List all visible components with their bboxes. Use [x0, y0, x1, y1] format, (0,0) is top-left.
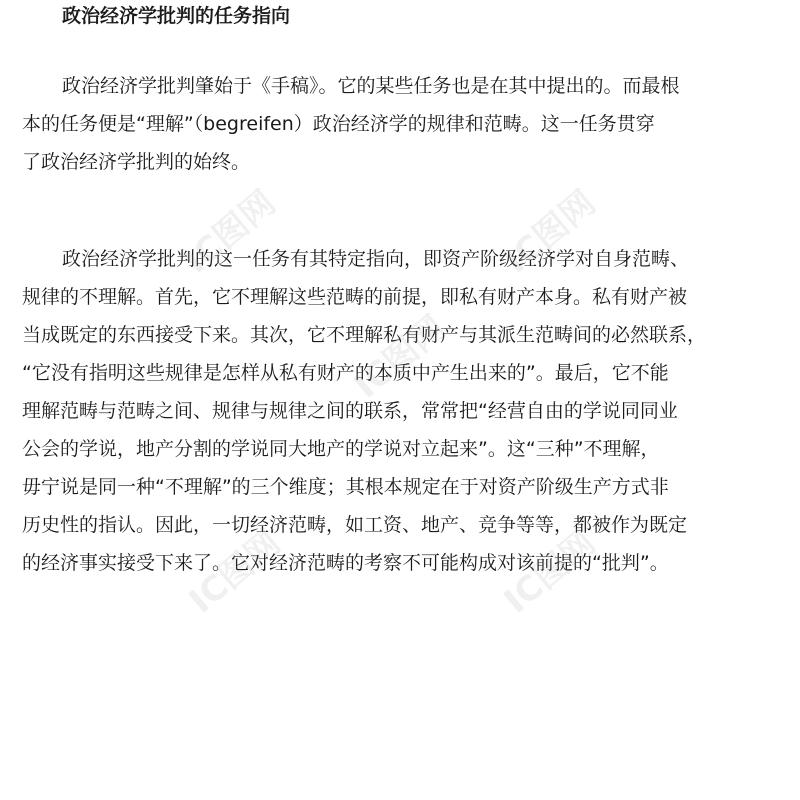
- watermark: IC图网: [496, 182, 604, 282]
- paragraph-line: 当成既定的东西接受下来。其次，它不理解私有财产与其派生范畴间的必然联系，: [22, 324, 707, 346]
- paragraph-line: 的经济事实接受下来了。它对经济范畴的考察不可能构成对该前提的“批判”。: [22, 552, 669, 574]
- paragraph-1: [22, 67, 778, 181]
- watermark: IC图网: [181, 522, 289, 622]
- paragraph-line: 理解范畴与范畴之间、规律与规律之间的联系，常常把“经营自由的学说同同业: [22, 400, 678, 422]
- paragraph-line: 本的任务便是“理解”（begreifen）政治经济学的规律和范畴。这一任务贯穿: [22, 113, 655, 135]
- paragraph-line: 规律的不理解。首先，它不理解这些范畴的前提，即私有财产本身。私有财产被: [22, 286, 688, 308]
- paragraph-line: 公会的学说，地产分割的学说同大地产的学说对立起来”。这“三种”不理解，: [22, 438, 660, 460]
- paragraph-line: 毋宁说是同一种“不理解”的三个维度；其根本规定在于对资产阶级生产方式非: [22, 476, 669, 498]
- paragraph-line: “它没有指明这些规律是怎样从私有财产的本质中产生出来的”。最后，它不能: [22, 362, 669, 384]
- paragraph-2: [22, 240, 778, 582]
- section-title: 政治经济学批判的任务指向: [62, 5, 291, 27]
- watermark: IC图网: [496, 522, 604, 622]
- paragraph-line: 政治经济学批判肇始于《手稿》。它的某些任务也是在其中提出的。而最根: [62, 75, 680, 97]
- watermark: IC图网: [176, 182, 284, 282]
- watermark: IC图网: [346, 307, 454, 407]
- paragraph-line: 了政治经济学批判的始终。: [22, 151, 251, 173]
- paragraph-line: 历史性的指认。因此，一切经济范畴，如工资、地产、竞争等等，都被作为既定: [22, 514, 688, 536]
- paragraph-line: 政治经济学批判的这一任务有其特定指向，即资产阶级经济学对自身范畴、: [62, 248, 690, 270]
